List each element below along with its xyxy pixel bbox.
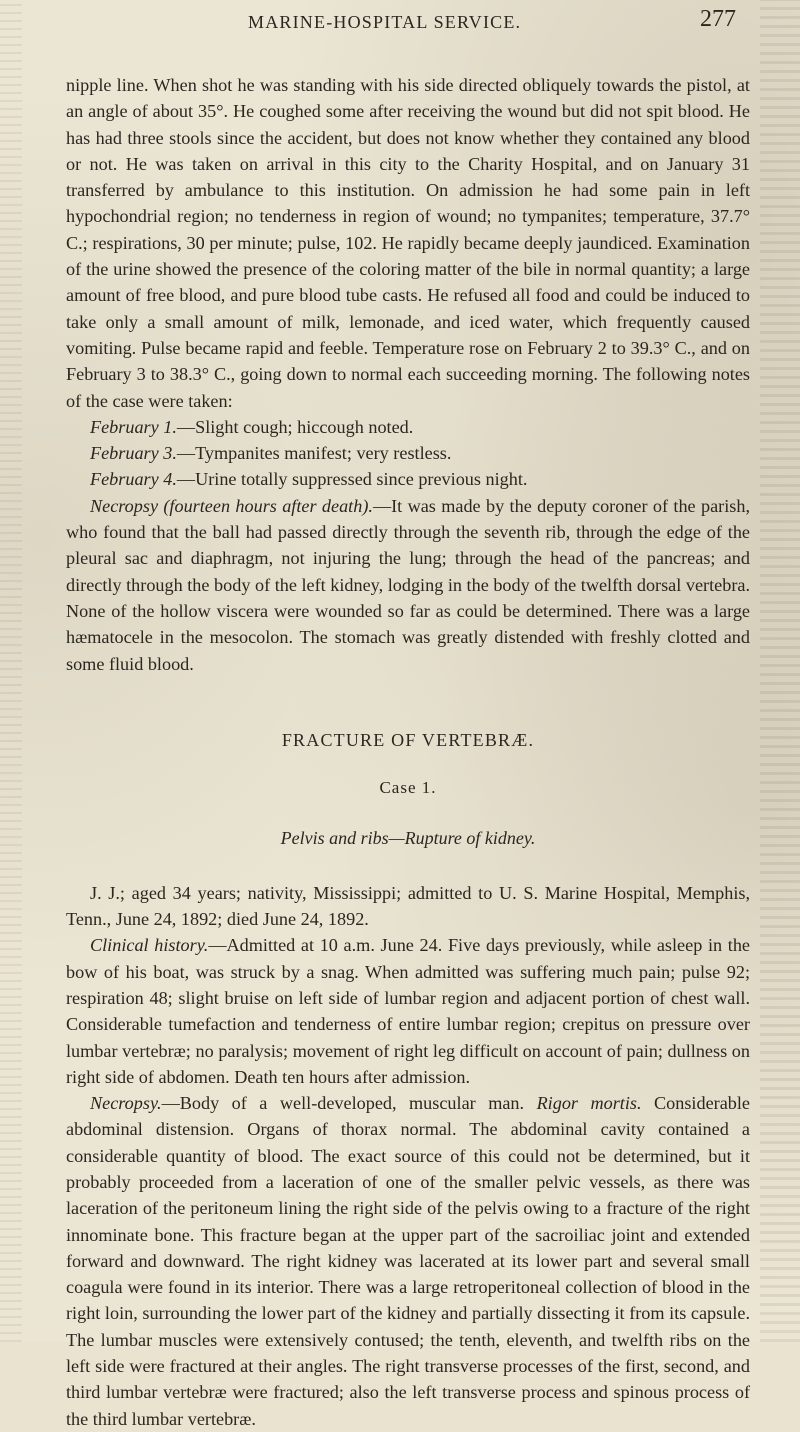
page-number: 277: [700, 6, 736, 32]
running-head: MARINE-HOSPITAL SERVICE.: [248, 12, 522, 32]
clinical-history-text: —Admitted at 10 a.m. June 24. Five days previously, while asleep in the bow of his boat, was struck by a snag. When admitted was suffering much pain; pulse 92; respiration 48; slight bruise on left side of lumbar region and adjacent portion of chest wall. Considerable tumefaction and tenderness of entire lumbar region; crepitus on pressure over lumbar vertebræ; no paralysis; movement of right leg difficult on account of pain; dullness on right side of abdomen. Death ten hours after admission.: [66, 935, 750, 1087]
section-heading: FRACTURE OF VERTEBRÆ.: [281, 729, 535, 750]
note-date: February 4.: [90, 469, 177, 490]
patient-info: J. J.; aged 34 years; nativity, Mississippi; admitted to U. S. Marine Hospital, Memphis, Tenn., June 24, 1892; died June 24, 1892.: [66, 882, 750, 930]
note-text: —Slight cough; hiccough noted.: [176, 416, 414, 437]
paragraph-continued: nipple line. When shot he was standing with his side directed obliquely towards the pistol, at an angle of about 35°. He coughed some after receiving the wound but did not spit blood. He has had three stools since the accident, but does not know whether they contained any blood or not. He was taken on arrival in this city to the Charity Hospital, and on January 31 transferred by ambulance to this institution. On admission he had some pain in left hypochondrial region; no tenderness in region of wound; no tympanites; temperature, 37.7° C.; respirations, 30 per minute; pulse, 102. He rapidly became deeply jaundiced. Examination of the urine showed the presence of the coloring matter of the bile in normal quantity; a large amount of free blood, and pure blood tube casts. He refused all food and could be induced to take only a small amount of milk, lemonade, and iced water, which frequently caused vomiting. Pulse became rapid and feeble. Temperature rose on February 2 to 39.3° C., and on February 3 to 38.3° C., going down to normal each succeeding morning. The following notes of the case were taken:: [66, 75, 750, 411]
necropsy-paragraph-1: [66, 493, 750, 677]
note-date: February 3.: [90, 443, 177, 464]
note-february-3: [66, 440, 750, 466]
clinical-history-label: Clinical history.: [90, 935, 209, 956]
necropsy-label: Necropsy (fourteen hours after death).: [90, 495, 373, 516]
necropsy-label: Necropsy.: [90, 1093, 162, 1114]
necropsy-paragraph-2: [66, 1090, 750, 1432]
case-subtitle: Pelvis and ribs—Rupture of kidney.: [280, 828, 536, 849]
clinical-history-paragraph: [66, 932, 750, 1090]
note-text: —Urine totally suppressed since previous night.: [176, 469, 528, 490]
note-february-1: [66, 414, 750, 440]
necropsy-text-start: —Body of a well-developed, muscular man.: [161, 1093, 537, 1114]
necropsy-text: —It was made by the deputy coroner of the parish, who found that the ball had passed directly through the seventh rib, through the edge of the pleural sac and diaphragm, not injuring the lung; through the head of the pancreas; and directly through the body of the left kidney, lodging in the body of the twelfth dorsal vertebra. None of the hollow viscera were wounded so far as could be determined. There was a large hæmatocele in the mesocolon. The stomach was greatly distended with freshly clotted and some fluid blood.: [66, 495, 750, 674]
note-text: —Tympanites manifest; very restless.: [176, 443, 452, 464]
page-body: [66, 72, 750, 1432]
page-header: [0, 6, 800, 38]
note-february-4: [66, 466, 750, 492]
right-page-edge: [760, 0, 800, 1342]
case-label: Case 1.: [379, 778, 437, 798]
rigor-mortis: Rigor mortis.: [536, 1093, 642, 1114]
necropsy-text-end: Considerable abdominal distension. Organs of thorax normal. The abdominal cavity contained a considerable quantity of blood. The exact source of this could not be determined, but it probably proceeded from a laceration of one of the smaller pelvic vessels, as there was laceration of the peritoneum lining the right side of the pelvis owing to a fracture of the right innominate bone. This fracture began at the upper part of the sacroiliac joint and extended forward and downward. The right kidney was lacerated at its lower part and several small coagula were found in its interior. There was a large retroperitoneal collection of blood in the right loin, surrounding the lower part of the kidney and partially dissecting it from its capsule. The lumbar muscles were extensively contused; the tenth, eleventh, and twelfth ribs on the left side were fractured at their angles. The right transverse processes of the first, second, and third lumbar vertebræ were fractured; also the left transverse process and spinous process of the third lumbar vertebræ.: [66, 1093, 750, 1429]
note-date: February 1.: [90, 416, 177, 437]
left-page-edge: [0, 0, 22, 1342]
